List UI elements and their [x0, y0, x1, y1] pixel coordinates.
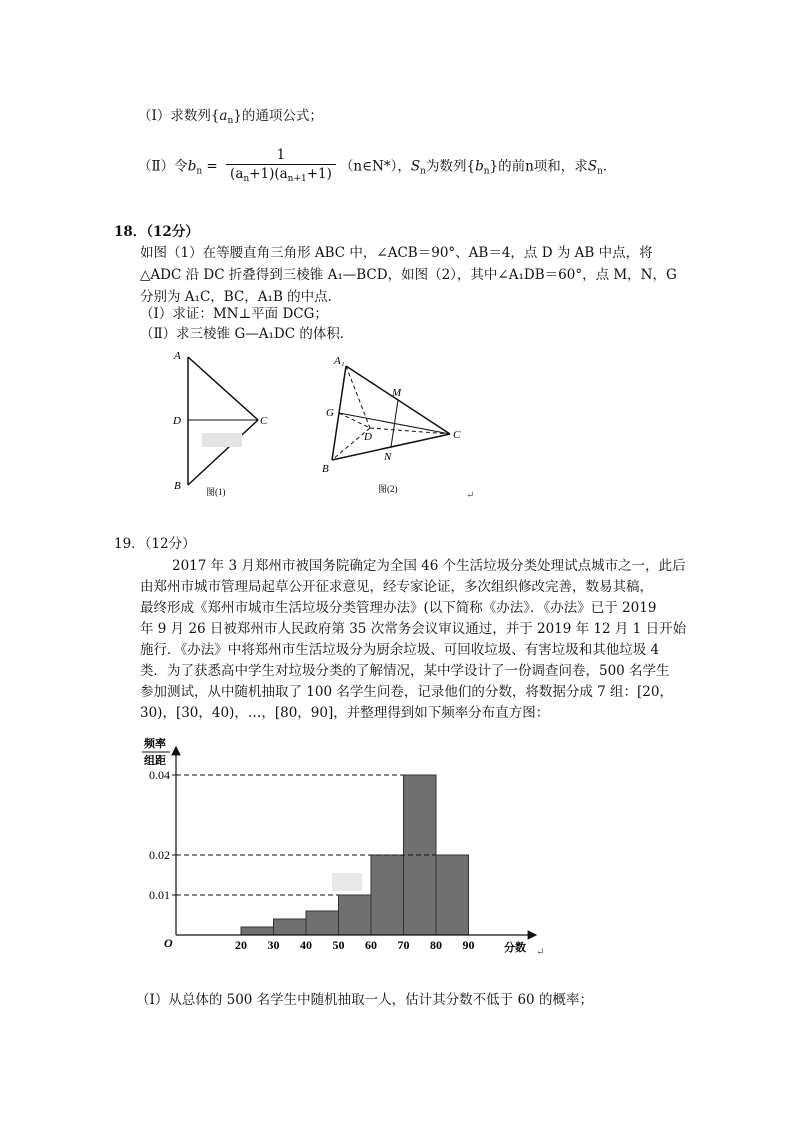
q18-line3: 分别为 A₁C，BC，A₁B 的中点． [140, 289, 342, 305]
return-mark: ↵ [466, 490, 475, 501]
x-tick-50: 50 [332, 938, 345, 952]
var-S: S [587, 158, 598, 175]
x-tick-70: 70 [397, 938, 410, 952]
y-tick-0.04: 0.04 [149, 768, 170, 782]
bar-[80,90] [436, 855, 469, 935]
x-axis-label: 分数 [504, 942, 526, 954]
label-B: B [174, 480, 181, 492]
label-G: G [326, 407, 334, 419]
den-sub: n [243, 174, 250, 184]
q18-header: 18．（12分） [114, 224, 199, 240]
blurred-mark [202, 433, 242, 447]
q19-para-line7: 参加测试，从中随机抽取了 100 名学生问卷，记录他们的分数，将数据分成 7 组：[20， [140, 684, 673, 700]
q19-para-line3: 最终形成《郑州市城市生活垃圾分类管理办法》(以下简称《办法》．《办法》已于 2019 [140, 600, 657, 616]
origin-label: O [164, 936, 173, 950]
label-N: N [384, 451, 392, 463]
label-A: A [174, 350, 181, 362]
figure-1-caption: 图(1) [206, 487, 226, 497]
figure-2-caption: 图(2) [378, 484, 398, 494]
var-b: b [187, 158, 197, 175]
var-S: S [410, 158, 421, 175]
q17-part1 [138, 106, 323, 131]
fraction [226, 146, 336, 188]
y-label-top: 频率 [144, 738, 166, 750]
sub-n: n [420, 166, 426, 177]
den-part: +1) [306, 166, 332, 182]
q18-line2: △ADC 沿 DC 折叠得到三棱锥 A₁—BCD，如图（2），其中∠A₁DB＝60°，点 M，N，G [140, 267, 677, 283]
sub-n: n [483, 166, 490, 177]
q19-para-line4: 年 9 月 26 日被郑州市人民政府第 35 次常务会议审议通过，并于 2019 年 12 月 1 日开始 [140, 621, 687, 637]
q17-part2-mid: 为数列{ [425, 158, 476, 175]
q17-part1-end: }的通项公式； [233, 108, 323, 124]
fraction-denominator [226, 165, 336, 188]
equals-sign: = [202, 158, 223, 175]
var-b: b [475, 158, 484, 175]
x-tick-30: 30 [267, 938, 280, 952]
bar-[30,40) [274, 919, 307, 935]
q18-part1: （Ⅰ）求证：MN⊥平面 DCG； [140, 306, 328, 322]
label-C: C [260, 415, 268, 427]
y-tick-0.01: 0.01 [149, 888, 170, 902]
bar-[50,60) [339, 895, 372, 935]
q18-line1: 如图（1）在等腰直角三角形 ABC 中，∠ACB＝90°、AB＝4，点 D 为 AB 中点，将 [140, 245, 653, 261]
figure-2-pyramid [318, 348, 498, 503]
var-a: a [219, 108, 228, 124]
y-tick-0.02: 0.02 [149, 848, 170, 862]
period: ． [602, 158, 617, 175]
bar-[20,30) [241, 927, 274, 935]
side-BC [188, 420, 258, 485]
fraction-numerator: 1 [226, 146, 336, 165]
q19-part1: （Ⅰ）从总体的 500 名学生中随机抽取一人，估计其分数不低于 60 的概率； [136, 992, 593, 1008]
q17-part1-text: （Ⅰ）求数列{ [138, 108, 220, 124]
q18-part2: （Ⅱ）求三棱锥 G—A₁DC 的体积． [140, 326, 354, 342]
label-C: C [453, 429, 461, 441]
label-B: B [322, 463, 329, 475]
y-label-bottom: 组距 [144, 755, 166, 767]
condition: （n∈N*）， [339, 158, 411, 175]
frequency-histogram [136, 735, 556, 963]
x-tick-20: 20 [235, 938, 247, 952]
bar-[60,70) [371, 855, 404, 935]
den-part: +1)(a [249, 166, 288, 182]
bar-[40,50) [306, 911, 339, 935]
sub-n: n [227, 116, 234, 126]
q19-para-line2: 由郑州市城市管理局起草公开征求意见，经专家论证，多次组织修改完善，数易其稿， [140, 579, 653, 595]
edge-DC [370, 428, 450, 434]
q19-para-line6: 类．为了获悉高中学生对垃圾分类的了解情况，某中学设计了一份调查问卷，500 名学生 [140, 663, 670, 679]
den-sub: n+1 [287, 174, 307, 184]
label-A1: A₁ [334, 355, 345, 367]
x-tick-90: 90 [462, 938, 475, 952]
x-tick-80: 80 [430, 938, 442, 952]
x-tick-60: 60 [365, 938, 377, 952]
q17-part2-end: }的前n项和，求 [489, 158, 588, 175]
label-D: D [173, 415, 181, 427]
side-AC [188, 357, 258, 420]
return-mark: ↵ [536, 947, 545, 958]
blurred-mark [332, 873, 362, 891]
label-M: M [392, 387, 402, 399]
q17-part2-prefix: （Ⅱ）令 [138, 158, 188, 175]
sub-n: n [597, 166, 603, 177]
sub-n: n [196, 166, 203, 177]
q19-para-line5: 施行．《办法》中将郑州市生活垃圾分为厨余垃圾、可回收垃圾、有害垃圾和其他垃圾 4 [140, 642, 660, 658]
figure-1-triangle [168, 345, 288, 505]
q19-para-line8: 30)，[30，40)，…，[80，90]，并整理得到如下频率分布直方图： [140, 705, 550, 721]
q17-part2 [138, 146, 616, 192]
den-part: (a [230, 166, 244, 182]
edge-A1D [346, 366, 370, 428]
x-tick-40: 40 [300, 938, 312, 952]
q19-header: 19．（12分） [114, 536, 196, 552]
q19-para-line1: 2017 年 3 月郑州市被国务院确定为全国 46 个生活垃圾分类处理试点城市之一，此后 [172, 558, 686, 574]
label-D: D [364, 431, 372, 443]
